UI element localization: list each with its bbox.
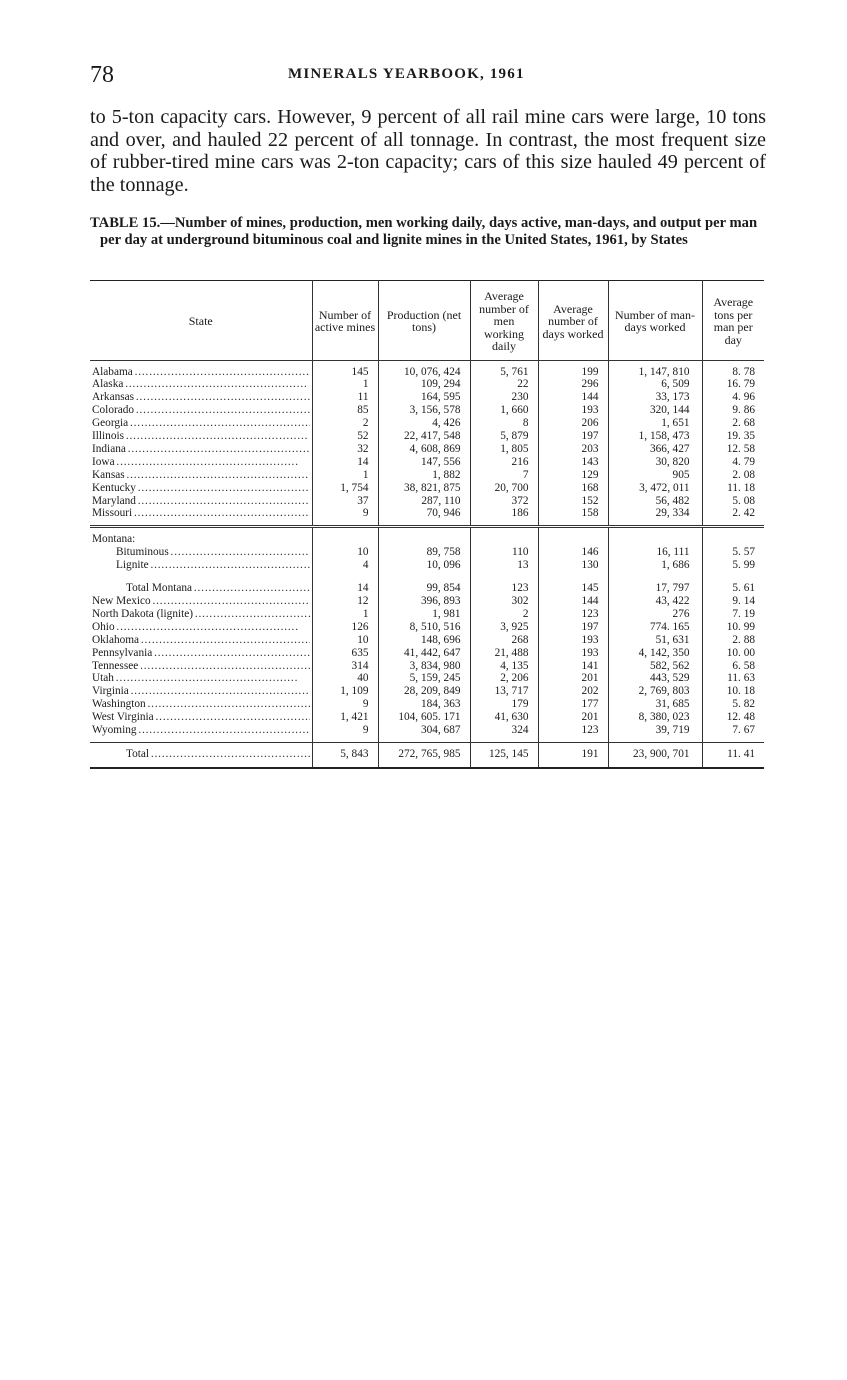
value-cell: 144 — [538, 595, 608, 608]
value-cell: 1, 147, 810 — [608, 366, 702, 379]
value-cell: 158 — [538, 507, 608, 526]
value-cell: 89, 758 — [378, 546, 470, 559]
state-name: Alaska . . . — [92, 378, 310, 391]
value-cell: 123 — [538, 724, 608, 742]
state-name: Lignite . . . — [116, 559, 310, 572]
state-name: West Virginia . . . — [92, 711, 310, 724]
state-name: Illinois . . . — [92, 430, 310, 443]
value-cell: 21, 488 — [470, 647, 538, 660]
state-cell — [90, 417, 312, 430]
value-cell: 3, 834, 980 — [378, 660, 470, 673]
state-name: Georgia . . . — [92, 417, 310, 430]
value-cell: 199 — [538, 366, 608, 379]
table-row — [90, 559, 764, 577]
value-cell: 145 — [312, 366, 378, 379]
state-cell — [90, 507, 312, 526]
value-cell: 193 — [538, 647, 608, 660]
value-cell: 191 — [538, 742, 608, 767]
state-name: Total Montana . . . — [126, 582, 310, 595]
value-cell: 5, 879 — [470, 430, 538, 443]
value-cell: 39, 719 — [608, 724, 702, 742]
value-cell: 30, 820 — [608, 456, 702, 469]
state-cell — [90, 559, 312, 577]
value-cell: 7 — [470, 469, 538, 482]
value-cell: 10, 076, 424 — [378, 366, 470, 379]
state-cell — [90, 582, 312, 595]
value-cell: 1 — [312, 378, 378, 391]
state-name: Kentucky . . . — [92, 482, 310, 495]
state-name: Maryland . . . — [92, 495, 310, 508]
state-name: Total . . . — [126, 748, 310, 761]
value-cell: 40 — [312, 672, 378, 685]
value-cell: 179 — [470, 698, 538, 711]
value-cell: 23, 900, 701 — [608, 742, 702, 767]
value-cell: 10. 99 — [702, 621, 764, 634]
value-cell: 2 — [470, 608, 538, 621]
value-cell: 56, 482 — [608, 495, 702, 508]
value-cell: 5, 761 — [470, 366, 538, 379]
body-paragraph: to 5-ton capacity cars. However, 9 percent of all rail mine cars were large, 10 tons and over, and hauled 22 percent of all tonnage. In contrast, the most frequent size of rubber-tired mine cars was 2-ton capacity; cars of this size hauled 49 percent of the tonnage. — [90, 106, 766, 196]
value-cell: 4, 142, 350 — [608, 647, 702, 660]
state-name: Kansas . . . — [92, 469, 310, 482]
table-row — [90, 391, 764, 404]
state-cell — [90, 660, 312, 673]
value-cell: 5. 99 — [702, 559, 764, 577]
value-cell: 1, 651 — [608, 417, 702, 430]
value-cell: 314 — [312, 660, 378, 673]
value-cell: 22, 417, 548 — [378, 430, 470, 443]
value-cell: 14 — [312, 582, 378, 595]
table-row — [90, 482, 764, 495]
value-cell: 5. 57 — [702, 546, 764, 559]
value-cell: 16, 111 — [608, 546, 702, 559]
value-cell: 443, 529 — [608, 672, 702, 685]
state-name: Ohio . . . — [92, 621, 310, 634]
value-cell: 8 — [470, 417, 538, 430]
value-cell: 272, 765, 985 — [378, 742, 470, 767]
value-cell: 177 — [538, 698, 608, 711]
value-cell: 203 — [538, 443, 608, 456]
value-cell: 4 — [312, 559, 378, 577]
value-cell: 146 — [538, 546, 608, 559]
value-cell: 17, 797 — [608, 582, 702, 595]
value-cell: 2. 42 — [702, 507, 764, 526]
value-cell: 144 — [538, 391, 608, 404]
state-cell — [90, 456, 312, 469]
value-cell: 216 — [470, 456, 538, 469]
state-name: Iowa . . . — [92, 456, 310, 469]
value-cell: 6, 509 — [608, 378, 702, 391]
state-cell — [90, 724, 312, 742]
state-cell — [90, 634, 312, 647]
value-cell: 2, 769, 803 — [608, 685, 702, 698]
value-cell: 37 — [312, 495, 378, 508]
table-row — [90, 672, 764, 685]
value-cell: 104, 605. 171 — [378, 711, 470, 724]
value-cell: 372 — [470, 495, 538, 508]
table-row — [90, 404, 764, 417]
state-cell — [90, 469, 312, 482]
table-row — [90, 660, 764, 673]
value-cell: 126 — [312, 621, 378, 634]
value-cell: 1, 981 — [378, 608, 470, 621]
state-name: Colorado . . . — [92, 404, 310, 417]
value-cell: 304, 687 — [378, 724, 470, 742]
state-cell — [90, 621, 312, 634]
value-cell: 9 — [312, 724, 378, 742]
value-cell: 774. 165 — [608, 621, 702, 634]
value-cell: 5, 843 — [312, 742, 378, 767]
state-cell — [90, 495, 312, 508]
group-heading: Montana: — [92, 533, 136, 546]
value-cell: 4, 135 — [470, 660, 538, 673]
table-row — [90, 507, 764, 526]
state-cell — [90, 742, 312, 767]
state-name: Pennsylvania . . . — [92, 647, 310, 660]
state-name: New Mexico . . . — [92, 595, 310, 608]
value-cell: 10, 096 — [378, 559, 470, 577]
value-cell: 1 — [312, 469, 378, 482]
value-cell: 123 — [538, 608, 608, 621]
state-cell — [90, 608, 312, 621]
value-cell: 186 — [470, 507, 538, 526]
table-row — [90, 546, 764, 559]
table-row — [90, 724, 764, 742]
table-row — [90, 443, 764, 456]
value-cell: 7. 67 — [702, 724, 764, 742]
value-cell: 141 — [538, 660, 608, 673]
state-name: Missouri . . . — [92, 507, 310, 520]
value-cell: 296 — [538, 378, 608, 391]
value-cell: 148, 696 — [378, 634, 470, 647]
value-cell: 230 — [470, 391, 538, 404]
value-cell: 129 — [538, 469, 608, 482]
state-cell — [90, 546, 312, 559]
state-cell — [90, 430, 312, 443]
value-cell: 9. 86 — [702, 404, 764, 417]
column-header-man-days: Number of man-days worked — [608, 281, 702, 361]
state-name: Tennessee . . . — [92, 660, 310, 673]
value-cell: 2. 68 — [702, 417, 764, 430]
value-cell: 147, 556 — [378, 456, 470, 469]
value-cell: 51, 631 — [608, 634, 702, 647]
value-cell: 152 — [538, 495, 608, 508]
value-cell: 635 — [312, 647, 378, 660]
value-cell: 4, 426 — [378, 417, 470, 430]
value-cell: 20, 700 — [470, 482, 538, 495]
page-number: 78 — [90, 62, 114, 88]
column-header-production: Production (net tons) — [378, 281, 470, 361]
column-header-men-working: Average number of men working daily — [470, 281, 538, 361]
value-cell: 202 — [538, 685, 608, 698]
value-cell: 324 — [470, 724, 538, 742]
value-cell: 28, 209, 849 — [378, 685, 470, 698]
value-cell: 11 — [312, 391, 378, 404]
value-cell: 201 — [538, 711, 608, 724]
total-row — [90, 742, 764, 767]
table-row — [90, 495, 764, 508]
value-cell: 41, 442, 647 — [378, 647, 470, 660]
table-row — [90, 608, 764, 621]
value-cell: 3, 156, 578 — [378, 404, 470, 417]
state-cell — [90, 378, 312, 391]
value-cell: 2. 08 — [702, 469, 764, 482]
state-name: Utah . . . — [92, 672, 310, 685]
value-cell: 19. 35 — [702, 430, 764, 443]
value-cell: 85 — [312, 404, 378, 417]
state-cell — [90, 482, 312, 495]
state-cell — [90, 685, 312, 698]
value-cell: 11. 18 — [702, 482, 764, 495]
value-cell: 582, 562 — [608, 660, 702, 673]
value-cell: 125, 145 — [470, 742, 538, 767]
table-row — [90, 430, 764, 443]
value-cell: 8. 78 — [702, 366, 764, 379]
value-cell: 1, 158, 473 — [608, 430, 702, 443]
value-cell: 197 — [538, 621, 608, 634]
state-cell — [90, 711, 312, 724]
value-cell: 5. 08 — [702, 495, 764, 508]
table-row — [90, 366, 764, 379]
table-row — [90, 621, 764, 634]
value-cell: 206 — [538, 417, 608, 430]
column-header-active-mines: Number of active mines — [312, 281, 378, 361]
value-cell: 1, 882 — [378, 469, 470, 482]
state-name: Bituminous . . . — [116, 546, 310, 559]
table-row — [90, 595, 764, 608]
value-cell: 13 — [470, 559, 538, 577]
state-cell — [90, 366, 312, 379]
value-cell: 16. 79 — [702, 378, 764, 391]
value-cell: 110 — [470, 546, 538, 559]
value-cell: 145 — [538, 582, 608, 595]
value-cell: 201 — [538, 672, 608, 685]
table-row — [90, 711, 764, 724]
value-cell: 109, 294 — [378, 378, 470, 391]
value-cell: 1, 109 — [312, 685, 378, 698]
column-header-tons-per-man: Average tons per man per day — [702, 281, 764, 361]
table-row — [90, 378, 764, 391]
table-row — [90, 647, 764, 660]
value-cell: 38, 821, 875 — [378, 482, 470, 495]
value-cell: 12 — [312, 595, 378, 608]
value-cell: 99, 854 — [378, 582, 470, 595]
value-cell: 1, 686 — [608, 559, 702, 577]
value-cell: 43, 422 — [608, 595, 702, 608]
state-name: North Dakota (lignite) . . . — [92, 608, 310, 621]
value-cell: 11. 63 — [702, 672, 764, 685]
value-cell: 5. 61 — [702, 582, 764, 595]
column-header-state: State — [90, 281, 312, 361]
state-cell — [90, 595, 312, 608]
value-cell: 396, 893 — [378, 595, 470, 608]
value-cell: 10. 18 — [702, 685, 764, 698]
value-cell: 2. 88 — [702, 634, 764, 647]
state-name: Indiana . . . — [92, 443, 310, 456]
table-caption: TABLE 15.—Number of mines, production, men working daily, days active, man-days, and output per man per day at underground bituminous coal and lignite mines in the United States, 1961, by States — [90, 215, 758, 248]
value-cell: 33, 173 — [608, 391, 702, 404]
value-cell: 8, 380, 023 — [608, 711, 702, 724]
value-cell: 4. 96 — [702, 391, 764, 404]
value-cell: 11. 41 — [702, 742, 764, 767]
value-cell: 123 — [470, 582, 538, 595]
table-row — [90, 698, 764, 711]
value-cell: 197 — [538, 430, 608, 443]
value-cell: 905 — [608, 469, 702, 482]
table-header-row — [90, 281, 764, 361]
value-cell: 32 — [312, 443, 378, 456]
column-header-days-worked: Average number of days worked — [538, 281, 608, 361]
value-cell: 4, 608, 869 — [378, 443, 470, 456]
value-cell: 268 — [470, 634, 538, 647]
table-row — [90, 685, 764, 698]
value-cell: 5, 159, 245 — [378, 672, 470, 685]
table-row — [90, 634, 764, 647]
group-heading-row — [90, 533, 764, 546]
value-cell: 12. 58 — [702, 443, 764, 456]
value-cell: 6. 58 — [702, 660, 764, 673]
value-cell: 143 — [538, 456, 608, 469]
value-cell: 1, 805 — [470, 443, 538, 456]
value-cell: 164, 595 — [378, 391, 470, 404]
state-name: Wyoming . . . — [92, 724, 310, 737]
value-cell: 287, 110 — [378, 495, 470, 508]
state-cell — [90, 391, 312, 404]
value-cell: 3, 925 — [470, 621, 538, 634]
state-cell — [90, 443, 312, 456]
table-row — [90, 417, 764, 430]
value-cell: 10. 00 — [702, 647, 764, 660]
state-name: Oklahoma . . . — [92, 634, 310, 647]
value-cell: 193 — [538, 634, 608, 647]
state-cell — [90, 698, 312, 711]
value-cell: 9 — [312, 698, 378, 711]
value-cell: 276 — [608, 608, 702, 621]
value-cell: 1, 660 — [470, 404, 538, 417]
state-name: Virginia . . . — [92, 685, 310, 698]
state-cell — [90, 672, 312, 685]
state-name: Arkansas . . . — [92, 391, 310, 404]
value-cell: 130 — [538, 559, 608, 577]
table-row — [90, 456, 764, 469]
value-cell: 320, 144 — [608, 404, 702, 417]
value-cell: 52 — [312, 430, 378, 443]
value-cell: 366, 427 — [608, 443, 702, 456]
value-cell: 10 — [312, 634, 378, 647]
value-cell: 7. 19 — [702, 608, 764, 621]
value-cell: 13, 717 — [470, 685, 538, 698]
value-cell: 2, 206 — [470, 672, 538, 685]
value-cell: 302 — [470, 595, 538, 608]
value-cell: 5. 82 — [702, 698, 764, 711]
state-name: Alabama . . . — [92, 366, 310, 379]
value-cell: 1, 754 — [312, 482, 378, 495]
value-cell: 12. 48 — [702, 711, 764, 724]
value-cell: 9. 14 — [702, 595, 764, 608]
table-row — [90, 582, 764, 595]
value-cell: 3, 472, 011 — [608, 482, 702, 495]
value-cell: 1 — [312, 608, 378, 621]
statistics-table — [90, 280, 764, 769]
value-cell: 193 — [538, 404, 608, 417]
value-cell: 70, 946 — [378, 507, 470, 526]
state-cell — [90, 404, 312, 417]
value-cell: 10 — [312, 546, 378, 559]
value-cell: 14 — [312, 456, 378, 469]
value-cell: 184, 363 — [378, 698, 470, 711]
table-row — [90, 469, 764, 482]
value-cell: 168 — [538, 482, 608, 495]
value-cell: 9 — [312, 507, 378, 526]
value-cell: 2 — [312, 417, 378, 430]
value-cell: 1, 421 — [312, 711, 378, 724]
state-name: Washington . . . — [92, 698, 310, 711]
value-cell: 31, 685 — [608, 698, 702, 711]
value-cell: 4. 79 — [702, 456, 764, 469]
running-title: MINERALS YEARBOOK, 1961 — [288, 66, 525, 82]
value-cell: 41, 630 — [470, 711, 538, 724]
value-cell: 29, 334 — [608, 507, 702, 526]
state-cell — [90, 647, 312, 660]
value-cell: 8, 510, 516 — [378, 621, 470, 634]
value-cell: 22 — [470, 378, 538, 391]
